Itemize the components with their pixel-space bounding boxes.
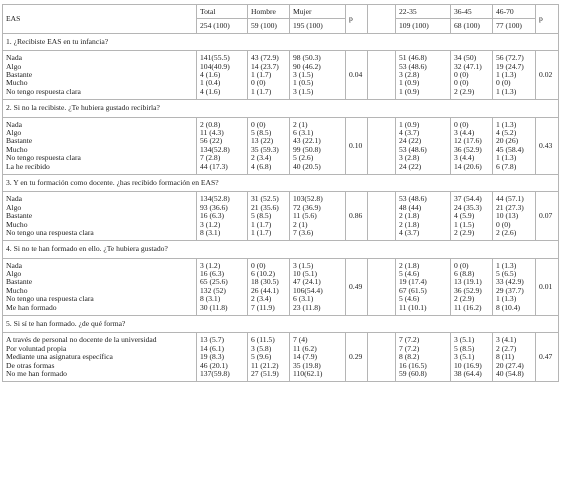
cell-age1: 24 (22) bbox=[399, 161, 422, 171]
cell-age1-column bbox=[396, 333, 451, 382]
p-age-value: 0.43 bbox=[536, 117, 559, 174]
cell-mujer-column bbox=[290, 51, 346, 100]
header-spacer bbox=[368, 5, 396, 34]
cell-age1: 5 (4.6) bbox=[399, 294, 420, 304]
row-label: A través de personal no docente de la universidad bbox=[6, 335, 157, 345]
row-label: Algo bbox=[6, 269, 22, 279]
row-label: Nada bbox=[6, 260, 23, 270]
cell-hombre: 2 (3.4) bbox=[251, 153, 272, 163]
cell-age3: 20 (26) bbox=[496, 136, 519, 146]
section-title-row bbox=[3, 33, 559, 50]
cell-hombre: 6 (11.5) bbox=[251, 335, 275, 345]
cell-age3: 5 (6.5) bbox=[496, 269, 517, 279]
cell-age1: 7 (7.2) bbox=[399, 335, 420, 345]
cell-mujer: 11 (5.6) bbox=[293, 211, 317, 221]
header-p-age: p bbox=[536, 5, 559, 34]
cell-age3: 56 (72.7) bbox=[496, 53, 524, 63]
cell-age2: 3 (5.1) bbox=[454, 335, 475, 345]
spacer-column bbox=[368, 51, 396, 100]
cell-total: 137(59.8) bbox=[200, 369, 230, 378]
cell-total: 65 (25.6) bbox=[200, 277, 228, 287]
cell-total: 134(52.8) bbox=[200, 144, 230, 154]
cell-age1: 67 (61.5) bbox=[399, 285, 427, 295]
row-label: De otras formas bbox=[6, 360, 55, 370]
row-label-column bbox=[3, 333, 197, 382]
cell-hombre: 1 (1.7) bbox=[251, 227, 272, 237]
cell-total: 4 (1.6) bbox=[200, 70, 221, 79]
cell-age3: 45 (58.4) bbox=[496, 144, 524, 154]
cell-age2: 14 (20.6) bbox=[454, 161, 482, 171]
cell-hombre: 5 (8.5) bbox=[251, 127, 272, 137]
cell-hombre-column bbox=[248, 192, 290, 241]
cell-mujer-column bbox=[290, 192, 346, 241]
cell-hombre: 1 (1.7) bbox=[251, 86, 272, 96]
cell-mujer: 10 (5.1) bbox=[293, 269, 318, 279]
header-mujer: Mujer bbox=[290, 5, 346, 19]
section-title: 2. Si no la recibiste. ¿Te hubiera gustado recibirla? bbox=[3, 100, 559, 117]
header-n-age2: 68 (100) bbox=[451, 19, 493, 33]
p-gender-value: 0.29 bbox=[346, 333, 368, 382]
p-age-value: 0.47 bbox=[536, 333, 559, 382]
cell-hombre-column bbox=[248, 51, 290, 100]
cell-age3: 19 (24.7) bbox=[496, 61, 524, 71]
cell-total-column bbox=[197, 192, 248, 241]
cell-age3: 1 (1.3) bbox=[496, 294, 517, 304]
cell-age2: 36 (52.9) bbox=[454, 144, 482, 154]
cell-age3: 1 (1.3) bbox=[496, 153, 517, 163]
cell-age3-column bbox=[493, 333, 536, 382]
cell-age3: 6 (7.8) bbox=[496, 161, 517, 171]
cell-age2: 0 (0) bbox=[454, 78, 469, 88]
cell-age2-column bbox=[451, 51, 493, 100]
cell-age2: 10 (16.9) bbox=[454, 360, 482, 370]
p-gender-value: 0.49 bbox=[346, 258, 368, 315]
row-label: Nada bbox=[6, 53, 23, 63]
cell-age2: 3 (5.1) bbox=[454, 352, 475, 362]
cell-age1: 1 (0.9) bbox=[399, 119, 420, 129]
row-label-column bbox=[3, 192, 197, 241]
row-label: No tengo una respuesta clara bbox=[6, 294, 94, 304]
cell-age3: 1 (1.3) bbox=[496, 119, 517, 129]
spacer-column bbox=[368, 333, 396, 382]
header-age3: 46-70 bbox=[493, 5, 536, 19]
section-title: 5. Si sí te han formado. ¿de qué forma? bbox=[3, 316, 559, 333]
section-data-row bbox=[3, 117, 559, 174]
cell-age1: 53 (48.6) bbox=[399, 144, 427, 154]
cell-total: 134(52.8) bbox=[200, 194, 230, 204]
cell-mujer: 5 (2.6) bbox=[293, 153, 314, 163]
cell-age2-column bbox=[451, 258, 493, 315]
cell-age2: 32 (47.1) bbox=[454, 61, 482, 71]
row-label: La he recibido bbox=[6, 161, 50, 171]
row-label: Bastante bbox=[6, 70, 33, 79]
cell-hombre: 6 (10.2) bbox=[251, 269, 276, 279]
cell-age2: 0 (0) bbox=[454, 260, 469, 270]
cell-age1: 2 (1.8) bbox=[399, 219, 420, 229]
cell-mujer: 6 (3.1) bbox=[293, 294, 314, 304]
p-gender-value: 0.04 bbox=[346, 51, 368, 100]
cell-mujer: 23 (11.8) bbox=[293, 302, 321, 312]
row-label: Mucho bbox=[6, 78, 28, 88]
cell-age3-column bbox=[493, 117, 536, 174]
header-total: Total bbox=[197, 5, 248, 19]
cell-age2: 4 (5.9) bbox=[454, 211, 475, 221]
cell-total: 19 (8.3) bbox=[200, 352, 225, 362]
cell-total: 3 (1.2) bbox=[200, 260, 221, 270]
cell-mujer: 40 (20.5) bbox=[293, 161, 321, 171]
cell-mujer-column bbox=[290, 117, 346, 174]
cell-hombre: 5 (9.6) bbox=[251, 352, 272, 362]
section-title: 1. ¿Recibiste EAS en tu infancia? bbox=[3, 33, 559, 50]
cell-age3: 1 (1.3) bbox=[496, 86, 517, 96]
cell-age1: 53 (48.6) bbox=[399, 194, 427, 204]
cell-total: 11 (4.3) bbox=[200, 127, 224, 137]
row-label: No tengo una respuesta clara bbox=[6, 227, 94, 237]
section-title-row bbox=[3, 241, 559, 258]
cell-age3: 21 (27.3) bbox=[496, 202, 524, 212]
p-gender-value: 0.10 bbox=[346, 117, 368, 174]
cell-age2: 1 (1.5) bbox=[454, 219, 475, 229]
cell-hombre: 21 (35.6) bbox=[251, 202, 279, 212]
cell-age1: 4 (3.7) bbox=[399, 127, 420, 137]
cell-age3-column bbox=[493, 258, 536, 315]
row-label: Mucho bbox=[6, 219, 28, 229]
row-label: No me han formado bbox=[6, 369, 67, 378]
row-label: Nada bbox=[6, 194, 23, 204]
row-label-column bbox=[3, 51, 197, 100]
cell-total: 7 (2.8) bbox=[200, 153, 221, 163]
cell-total: 8 (3.1) bbox=[200, 227, 221, 237]
cell-age1: 24 (22) bbox=[399, 136, 422, 146]
cell-age1-column bbox=[396, 117, 451, 174]
cell-hombre-column bbox=[248, 258, 290, 315]
cell-age2: 36 (52.9) bbox=[454, 285, 482, 295]
section-title: 4. Si no te han formado en ello. ¿Te hubiera gustado? bbox=[3, 241, 559, 258]
cell-hombre: 0 (0) bbox=[251, 260, 266, 270]
cell-hombre-column bbox=[248, 333, 290, 382]
cell-mujer: 1 (0.5) bbox=[293, 78, 314, 88]
cell-total: 132 (52) bbox=[200, 285, 226, 295]
cell-age1: 5 (4.6) bbox=[399, 269, 420, 279]
cell-age1: 7 (7.2) bbox=[399, 343, 420, 353]
row-label: Mediante una asignatura específica bbox=[6, 352, 113, 362]
header-age2: 36-45 bbox=[451, 5, 493, 19]
cell-age3: 1 (1.3) bbox=[496, 260, 517, 270]
cell-age2: 2 (2.9) bbox=[454, 86, 475, 96]
cell-age1: 16 (16.5) bbox=[399, 360, 427, 370]
cell-hombre: 5 (8.5) bbox=[251, 211, 272, 221]
cell-age3: 1 (1.3) bbox=[496, 70, 517, 79]
header-n-mujer: 195 (100) bbox=[290, 19, 346, 33]
cell-age1-column bbox=[396, 51, 451, 100]
cell-hombre: 26 (44.1) bbox=[251, 285, 279, 295]
cell-age2: 5 (8.5) bbox=[454, 343, 475, 353]
cell-age1: 1 (0.9) bbox=[399, 78, 420, 88]
spacer-column bbox=[368, 117, 396, 174]
cell-hombre: 13 (22) bbox=[251, 136, 274, 146]
cell-mujer: 3 (1.5) bbox=[293, 86, 314, 96]
section-data-row bbox=[3, 51, 559, 100]
cell-age3: 3 (4.1) bbox=[496, 335, 517, 345]
cell-total: 14 (6.1) bbox=[200, 343, 225, 353]
cell-age2: 6 (8.8) bbox=[454, 269, 475, 279]
section-title: 3. Y en tu formación como docente. ¿has recibido formación en EAS? bbox=[3, 174, 559, 191]
cell-total: 13 (5.7) bbox=[200, 335, 225, 345]
header-age1: 22-35 bbox=[396, 5, 451, 19]
cell-mujer: 2 (1) bbox=[293, 119, 308, 129]
cell-age3: 2 (2.7) bbox=[496, 343, 517, 353]
cell-total: 46 (20.1) bbox=[200, 360, 228, 370]
cell-age2: 0 (0) bbox=[454, 70, 469, 79]
row-label: Mucho bbox=[6, 285, 28, 295]
cell-mujer: 98 (50.3) bbox=[293, 53, 321, 63]
cell-age3: 2 (2.6) bbox=[496, 227, 517, 237]
cell-hombre: 0 (0) bbox=[251, 119, 266, 129]
cell-age3: 44 (57.1) bbox=[496, 194, 524, 204]
cell-mujer: 11 (6.2) bbox=[293, 343, 317, 353]
cell-hombre: 27 (51.9) bbox=[251, 369, 279, 378]
cell-total: 2 (0.8) bbox=[200, 119, 221, 129]
cell-hombre: 11 (21.2) bbox=[251, 360, 279, 370]
cell-hombre: 31 (52.5) bbox=[251, 194, 279, 204]
cell-total: 8 (3.1) bbox=[200, 294, 221, 304]
cell-total: 141(55.5) bbox=[200, 53, 230, 63]
cell-age2: 38 (64.4) bbox=[454, 369, 482, 378]
cell-hombre: 14 (23.7) bbox=[251, 61, 279, 71]
cell-mujer: 106(54.4) bbox=[293, 285, 323, 295]
cell-age2: 12 (17.6) bbox=[454, 136, 482, 146]
cell-age3-column bbox=[493, 51, 536, 100]
cell-age2-column bbox=[451, 333, 493, 382]
section-title-row bbox=[3, 316, 559, 333]
header-hombre: Hombre bbox=[248, 5, 290, 19]
cell-mujer: 3 (1.5) bbox=[293, 260, 314, 270]
cell-age3-column bbox=[493, 192, 536, 241]
row-label: Bastante bbox=[6, 136, 33, 146]
section-data-row bbox=[3, 192, 559, 241]
cell-age3: 29 (37.7) bbox=[496, 285, 524, 295]
cell-age3: 10 (13) bbox=[496, 211, 519, 221]
row-label: No tengo respuesta clara bbox=[6, 153, 81, 163]
cell-hombre: 1 (1.7) bbox=[251, 70, 272, 79]
cell-total: 16 (6.3) bbox=[200, 269, 225, 279]
cell-age1: 11 (10.1) bbox=[399, 302, 427, 312]
cell-age1: 2 (1.8) bbox=[399, 211, 420, 221]
cell-mujer: 35 (19.8) bbox=[293, 360, 321, 370]
cell-age1: 1 (0.9) bbox=[399, 86, 420, 96]
section-title-row bbox=[3, 100, 559, 117]
cell-age1: 2 (1.8) bbox=[399, 260, 420, 270]
cell-mujer: 90 (46.2) bbox=[293, 61, 321, 71]
cell-mujer: 14 (7.9) bbox=[293, 352, 318, 362]
cell-mujer: 2 (1) bbox=[293, 219, 308, 229]
row-label: Algo bbox=[6, 127, 22, 137]
cell-total-column bbox=[197, 51, 248, 100]
cell-total: 44 (17.3) bbox=[200, 161, 228, 171]
cell-total-column bbox=[197, 117, 248, 174]
cell-age3: 0 (0) bbox=[496, 219, 511, 229]
row-label: Bastante bbox=[6, 211, 33, 221]
cell-total: 104(40.9) bbox=[200, 61, 230, 71]
cell-hombre: 4 (6.8) bbox=[251, 161, 272, 171]
cell-mujer: 72 (36.9) bbox=[293, 202, 321, 212]
cell-age1: 19 (17.4) bbox=[399, 277, 427, 287]
p-age-value: 0.02 bbox=[536, 51, 559, 100]
header-n-age3: 77 (100) bbox=[493, 19, 536, 33]
cell-total: 16 (6.3) bbox=[200, 211, 225, 221]
cell-hombre: 43 (72.9) bbox=[251, 53, 279, 63]
cell-age1-column bbox=[396, 258, 451, 315]
p-gender-value: 0.86 bbox=[346, 192, 368, 241]
cell-total: 3 (1.2) bbox=[200, 219, 221, 229]
row-label: Me han formado bbox=[6, 302, 57, 312]
cell-age2: 2 (2.9) bbox=[454, 294, 475, 304]
row-label: Nada bbox=[6, 119, 23, 129]
cell-age2-column bbox=[451, 192, 493, 241]
cell-age3: 40 (54.8) bbox=[496, 369, 524, 378]
header-eas: EAS bbox=[3, 5, 197, 34]
cell-mujer: 6 (3.1) bbox=[293, 127, 314, 137]
cell-mujer-column bbox=[290, 333, 346, 382]
cell-total: 56 (22) bbox=[200, 136, 223, 146]
cell-mujer: 110(62.1) bbox=[293, 369, 323, 378]
cell-age3: 0 (0) bbox=[496, 78, 511, 88]
cell-mujer: 3 (1.5) bbox=[293, 70, 314, 79]
p-age-value: 0.01 bbox=[536, 258, 559, 315]
cell-total: 93 (36.6) bbox=[200, 202, 228, 212]
cell-age2: 24 (35.3) bbox=[454, 202, 482, 212]
cell-mujer: 7 (4) bbox=[293, 335, 308, 345]
cell-hombre-column bbox=[248, 117, 290, 174]
row-label: Mucho bbox=[6, 144, 28, 154]
section-data-row bbox=[3, 333, 559, 382]
cell-hombre: 7 (11.9) bbox=[251, 302, 275, 312]
cell-age2: 34 (50) bbox=[454, 53, 477, 63]
cell-age2: 2 (2.9) bbox=[454, 227, 475, 237]
cell-age1: 53 (48.6) bbox=[399, 61, 427, 71]
cell-age3: 8 (11) bbox=[496, 352, 515, 362]
cell-age1: 51 (46.8) bbox=[399, 53, 427, 63]
cell-age1: 3 (2.8) bbox=[399, 70, 420, 79]
row-label: Algo bbox=[6, 202, 22, 212]
row-label: No tengo respuesta clara bbox=[6, 86, 81, 96]
row-label: Bastante bbox=[6, 277, 33, 287]
cell-mujer-column bbox=[290, 258, 346, 315]
cell-total: 30 (11.8) bbox=[200, 302, 228, 312]
cell-age2-column bbox=[451, 117, 493, 174]
cell-hombre: 2 (3.4) bbox=[251, 294, 272, 304]
spacer-column bbox=[368, 192, 396, 241]
header-n-hombre: 59 (100) bbox=[248, 19, 290, 33]
cell-age2: 11 (16.2) bbox=[454, 302, 482, 312]
p-age-value: 0.07 bbox=[536, 192, 559, 241]
row-label-column bbox=[3, 117, 197, 174]
cell-age1: 8 (8.2) bbox=[399, 352, 420, 362]
cell-age3: 8 (10.4) bbox=[496, 302, 521, 312]
cell-age3: 4 (5.2) bbox=[496, 127, 517, 137]
spacer-column bbox=[368, 258, 396, 315]
cell-age1: 59 (60.8) bbox=[399, 369, 427, 378]
cell-age3: 33 (42.9) bbox=[496, 277, 524, 287]
cell-mujer: 103(52.8) bbox=[293, 194, 323, 204]
eas-results-table bbox=[2, 4, 559, 382]
header-row bbox=[3, 5, 559, 19]
cell-mujer: 43 (22.1) bbox=[293, 136, 321, 146]
cell-age2: 0 (0) bbox=[454, 119, 469, 129]
cell-age2: 3 (4.4) bbox=[454, 153, 475, 163]
cell-age2: 37 (54.4) bbox=[454, 194, 482, 204]
cell-age2: 13 (19.1) bbox=[454, 277, 482, 287]
row-label: Por voluntad propia bbox=[6, 343, 67, 353]
header-n-total: 254 (100) bbox=[197, 19, 248, 33]
cell-hombre: 35 (59.3) bbox=[251, 144, 279, 154]
header-n-age1: 109 (100) bbox=[396, 19, 451, 33]
cell-age1: 48 (44) bbox=[399, 202, 422, 212]
header-p-gender: p bbox=[346, 5, 368, 34]
cell-mujer: 47 (24.1) bbox=[293, 277, 321, 287]
cell-age1-column bbox=[396, 192, 451, 241]
cell-hombre: 3 (5.8) bbox=[251, 343, 272, 353]
cell-hombre: 1 (1.7) bbox=[251, 219, 272, 229]
cell-mujer: 7 (3.6) bbox=[293, 227, 314, 237]
cell-age1: 4 (3.7) bbox=[399, 227, 420, 237]
row-label-column bbox=[3, 258, 197, 315]
cell-age2: 3 (4.4) bbox=[454, 127, 475, 137]
cell-hombre: 0 (0) bbox=[251, 78, 266, 88]
cell-age1: 3 (2.8) bbox=[399, 153, 420, 163]
section-data-row bbox=[3, 258, 559, 315]
cell-total: 4 (1.6) bbox=[200, 86, 221, 96]
cell-age3: 20 (27.4) bbox=[496, 360, 524, 370]
section-title-row bbox=[3, 174, 559, 191]
cell-total: 1 (0.4) bbox=[200, 78, 221, 88]
cell-total-column bbox=[197, 258, 248, 315]
cell-mujer: 99 (50.8) bbox=[293, 144, 321, 154]
row-label: Algo bbox=[6, 61, 22, 71]
cell-total-column bbox=[197, 333, 248, 382]
cell-hombre: 18 (30.5) bbox=[251, 277, 279, 287]
